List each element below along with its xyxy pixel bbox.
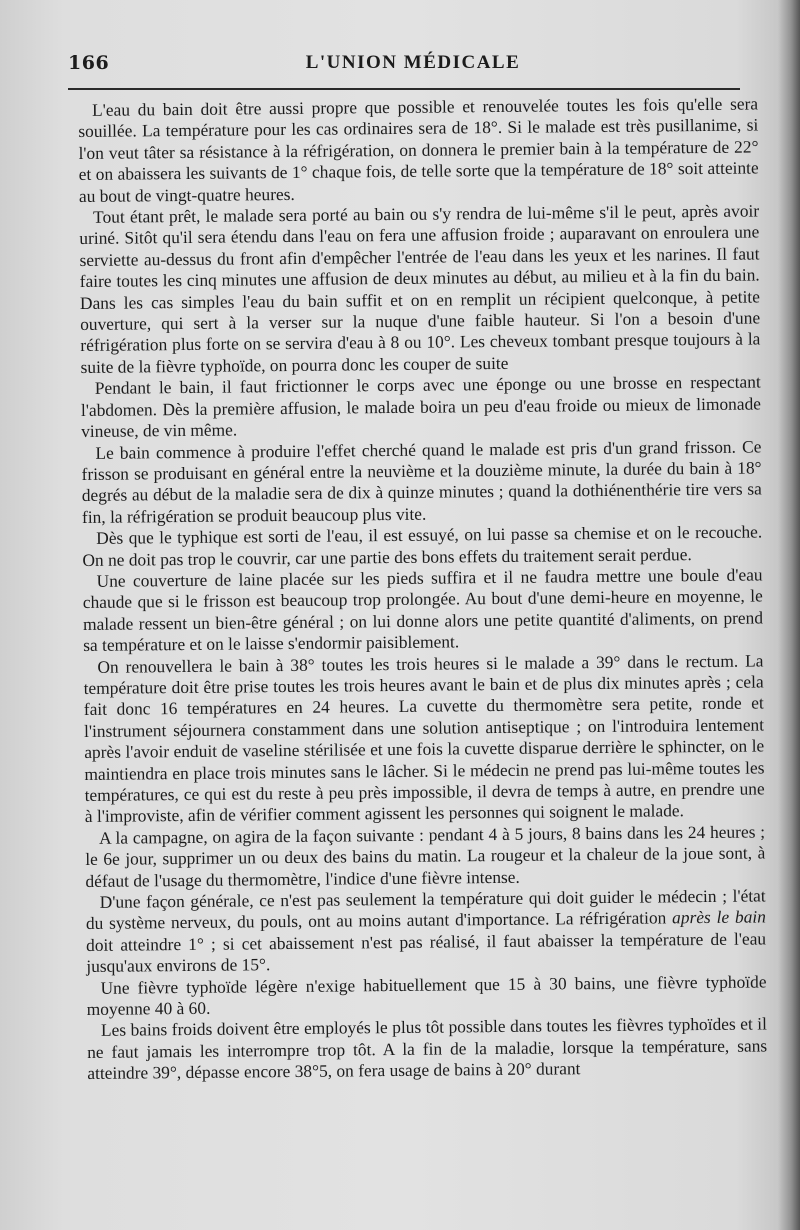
paragraph: On renouvellera le bain à 38° toutes les trois heures si le malade a 39° dans le rectum. La température doit être prise toutes les trois heures avant le bain et de plus dix minutes après ; cela fait donc 16 températures en 24 heures. La cuvette du thermomètre sera petite, ronde et l'instrument séjournera constamment dans une solution antiseptique ; on l'introduira lentement après l'avoir enduit de vaseline stérilisée et une fois la cuvette disparue derrière le sphincter, on le maintiendra en place trois minutes sans le lâcher. Si le médecin ne prend pas lui-même toutes les températures, ce qui est du reste à peu près impossible, il devra de temps à autre, en prendre une à l'improviste, afin de vérifier comment agissent les personnes qui soignent le malade. — [83, 650, 765, 827]
paragraph: L'eau du bain doit être aussi propre que possible et renouvelée toutes les fois qu'elle sera souillée. La température pour les cas ordinaires sera de 18°. Si le malade est très pusillanime, si l'on veut tâter sa résistance à la réfrigération, on donnera le premier bain à la température de 22° et on abaissera les suivants de 1° chaque fois, de telle sorte que la température de 18° soit atteinte au bout de vingt-quatre heures. — [78, 93, 759, 206]
paragraph-text: D'une façon générale, ce n'est pas seulement la température qui doit guider le médecin ; l'état du système nerveux, du pouls, ont au moins autant d'importance. La réfrigération — [85, 885, 766, 934]
paragraph: Le bain commence à produire l'effet cherché quand le malade est pris d'un grand frisson. Ce frisson se produisant en général entre la neuvième et la douzième minute, la durée du bain à 18° degrés au début de la maladie sera de dix à quinze minutes ; quand la dothiénenthérie tire vers sa fin, la réfrigération se produit beaucoup plus vite. — [81, 435, 762, 527]
page-header — [68, 52, 758, 82]
paragraph: A la campagne, on agira de la façon suivante : pendant 4 à 5 jours, 8 bains dans les 24 heures ; le 6e jour, supprimer un ou deux des bains du matin. La rougeur et la chaleur de la joue sont, à défaut de l'usage du thermomètre, l'indice d'une fièvre intense. — [85, 821, 766, 891]
paragraph: Tout étant prêt, le malade sera porté au bain ou s'y rendra de lui-même s'il le peut, après avoir uriné. Sitôt qu'il sera étendu dans l'eau on fera une affusion froide ; auparavant on enroulera une serviette au-dessus du front afin d'empêcher l'entrée de l'eau dans les yeux et les narines. Il faut faire toutes les cinq minutes une affusion de deux minutes au début, au milieu et à la fin du bain. Dans les cas simples l'eau du bain suffit et on en remplit un récipient quelconque, à petite ouverture, qui sert à la verser sur la nuque d'une faible hauteur. Si l'on a besoin d'une réfrigération plus forte on se servira d'eau à 8 ou 10°. Les cheveux tombant presque toujours à la suite de la fièvre typhoïde, on pourra donc les couper de suite — [79, 200, 761, 377]
paragraph: Dès que le typhique est sorti de l'eau, il est essuyé, on lui passe sa chemise et on le recouche. On ne doit pas trop le couvrir, car une partie des bons effets du traitement serait perdue. — [82, 521, 763, 570]
running-title: L'UNION MÉDICALE — [305, 52, 521, 73]
header-rule — [68, 88, 740, 90]
paragraph: Une fièvre typhoïde légère n'exige habituellement que 15 à 30 bains, une fièvre typhoïde moyenne 40 à 60. — [86, 971, 767, 1020]
paragraph-text: doit atteindre 1° ; si cet abaissement n'est pas réalisé, il faut abaisser la température de l'eau jusqu'aux environs de 15°. — [86, 928, 767, 977]
paragraph: Pendant le bain, il faut frictionner le corps avec une éponge ou une brosse en respectant l'abdomen. Dès la première affusion, le malade boira un peu d'eau froide ou mieux de limonade vineuse, de vin même. — [80, 371, 762, 442]
paragraph — [86, 885, 767, 977]
italic-phrase: après le bain — [672, 906, 766, 928]
page-number: 166 — [68, 52, 110, 74]
spine-shadow — [778, 0, 800, 1230]
paragraph: Les bains froids doivent être employés le plus tôt possible dans toutes les fièvres typhoïdes et il ne faut jamais les interrompre trop tôt. A la fin de la maladie, lorsque la température, sans atteindre 39°, dépasse encore 38°5, on fera usage de bains à 20° durant — [87, 1013, 768, 1084]
paragraph: Une couverture de laine placée sur les pieds suffira et il ne faudra mettre une boule d'eau chaude que si le frisson est beaucoup trop prolongée. Au bout d'une demi-heure en moyenne, le malade ressent un bien-être général ; on lui donne alors une petite quantité d'aliments, on prend sa température et on le laisse s'endormir paisiblement. — [82, 564, 764, 656]
body-text — [78, 93, 767, 1084]
